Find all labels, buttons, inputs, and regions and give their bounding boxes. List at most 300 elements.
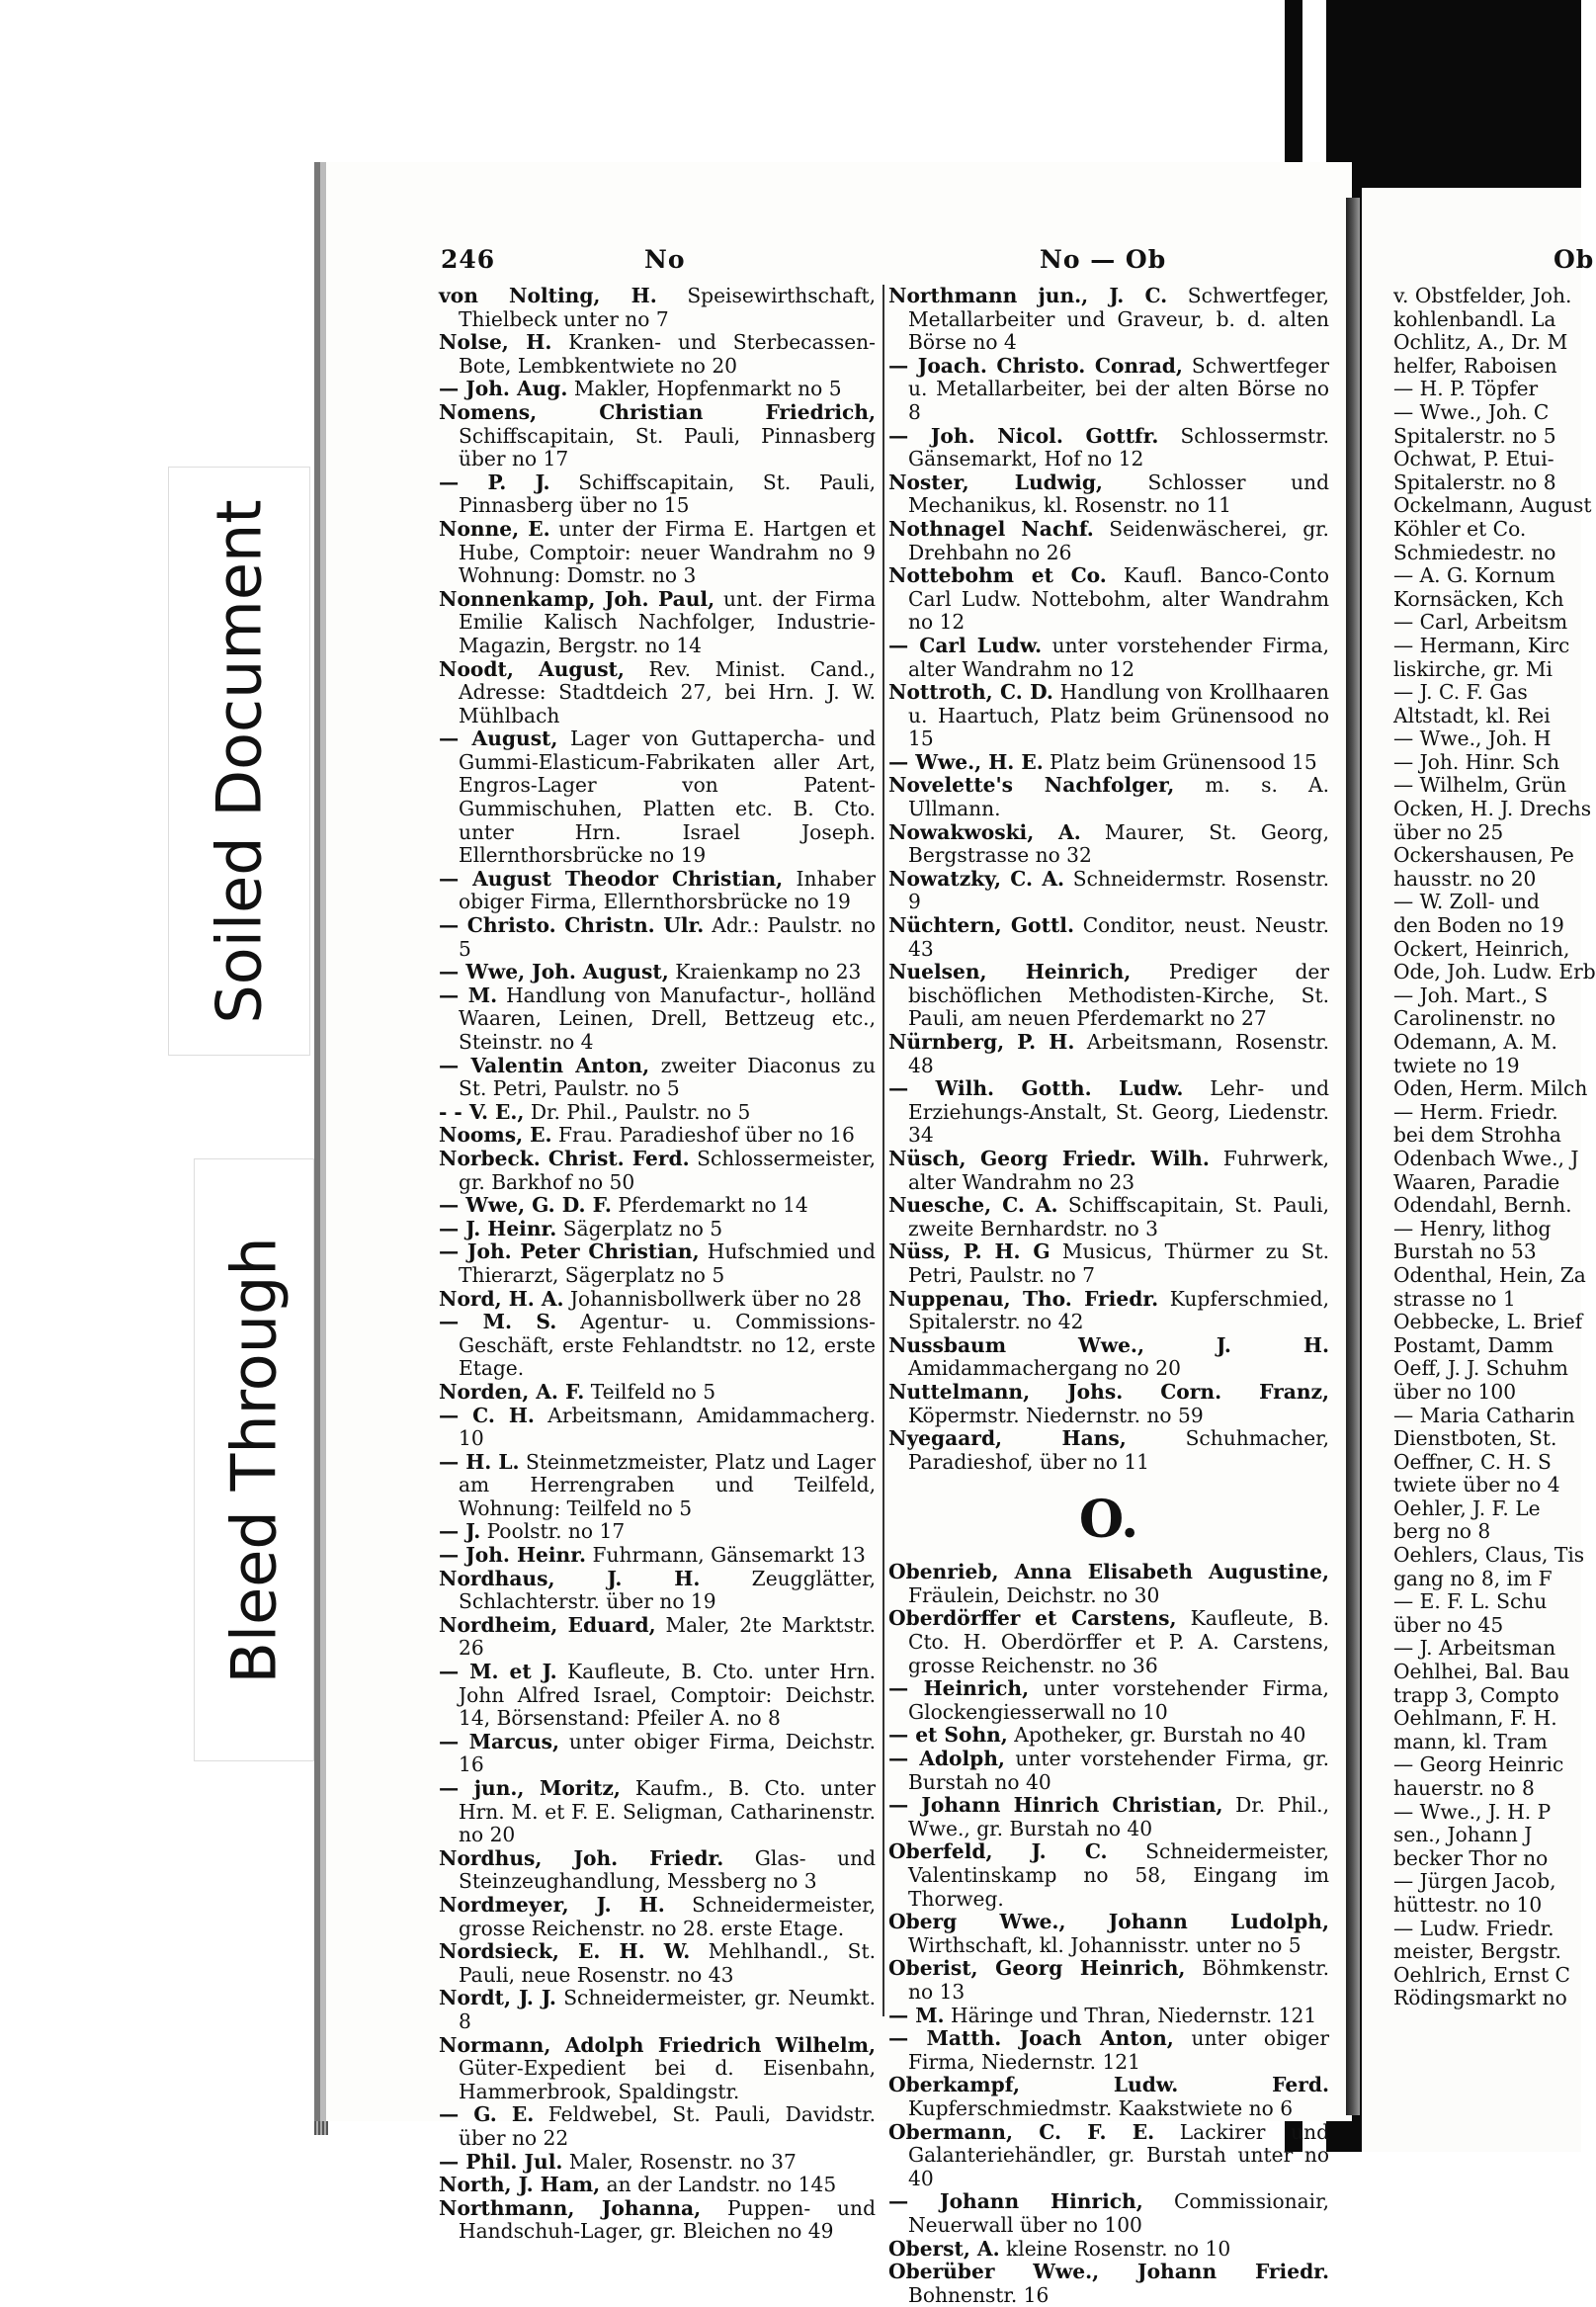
directory-entry [439, 1661, 876, 1731]
directory-entry [888, 471, 1329, 518]
entry-name: — Joh. Nicol. Gottfr. [888, 423, 1159, 448]
next-page-line: — Henry, lithog [1393, 1216, 1552, 1240]
entry-name: Nordmeyer, J. H. [439, 1892, 665, 1917]
directory-entry [439, 1940, 876, 1987]
running-head-left: No [644, 245, 686, 274]
entry-details: Platz beim Grünensood 15 [1043, 749, 1317, 774]
entry-details: kleine Rosenstr. no 10 [999, 2236, 1231, 2261]
entry-details: unter vorstehender Firma, Glockengiesserwall no 10 [908, 1676, 1329, 1724]
entry-name: Normann, Adolph Friedrich Wilhelm, [439, 2032, 876, 2057]
next-page-line: Odemann, A. M. [1393, 1030, 1557, 1054]
entry-details: Sägerplatz no 5 [556, 1216, 723, 1240]
entry-name: Nomens, Christian Friedrich, [439, 399, 876, 424]
running-head-next-page: Ob [1554, 245, 1595, 274]
entry-name: Nooms, E. [439, 1123, 552, 1148]
entry-details: Schneidermeister, Valentinskamp no 58, Eingang im Thorweg. [908, 1839, 1329, 1911]
entry-name: — Adolph, [888, 1747, 1005, 1771]
next-page-line: — Wwe., Joh. C [1393, 399, 1550, 424]
entry-name: Nonnenkamp, Joh. Paul, [439, 586, 715, 611]
directory-entry [888, 518, 1329, 564]
directory-entry [888, 1148, 1329, 1194]
entry-name: Norden, A. F. [439, 1379, 585, 1404]
entry-details: Schiffscapitain, St. Pauli, Pinnasberg über no 17 [459, 423, 876, 471]
next-page-line: Ochlitz, A., Dr. M [1393, 330, 1568, 355]
entry-details: Schuhmacher, Paradieshof, über no 11 [908, 1426, 1329, 1474]
directory-entry [888, 1240, 1329, 1287]
directory-entry [439, 1568, 876, 1614]
next-page-line: bei dem Strohha [1393, 1123, 1561, 1148]
entry-details: Arbeitsmann, Amidammacherg. 10 [459, 1403, 876, 1451]
entry-details: Rev. Minist. Cand., Adresse: Stadtdeich 27, bei Hrn. J. W. Mühlbach [459, 656, 876, 727]
directory-entry [888, 2005, 1329, 2028]
directory-entry [439, 1288, 876, 1312]
entry-name: — jun., Moritz, [439, 1776, 621, 1800]
directory-entry [888, 285, 1329, 355]
directory-entry [439, 1124, 876, 1148]
entry-details: Frau. Paradieshof über no 16 [551, 1123, 855, 1148]
section-letter: O. [1078, 1490, 1139, 1551]
next-page-line: gang no 8, im F [1393, 1566, 1553, 1590]
next-page-line: mann, kl. Tram [1393, 1729, 1548, 1753]
entry-details: m. s. A. Ullmann. [908, 773, 1329, 821]
entry-name: Obermann, C. F. E. [888, 2119, 1155, 2144]
entry-name: Nordsieck, E. H. W. [439, 1939, 691, 1964]
next-page-line: Ode, Joh. Ludw. Erb [1393, 960, 1596, 984]
next-page-line: — Ludw. Friedr. [1393, 1916, 1554, 1940]
entry-name: — G. E. [439, 2102, 535, 2127]
directory-entry [888, 914, 1329, 961]
next-page-line: Oehlmann, F. H. [1393, 1706, 1557, 1731]
directory-entry [439, 1405, 876, 1451]
entry-name: — et Sohn, [888, 1723, 1008, 1748]
next-page-line: — H. P. Töpfer [1393, 377, 1539, 401]
entry-details: Puppen- und Handschuh-Lager, gr. Bleichen no 49 [459, 2195, 876, 2244]
entry-details: Johannisbollwerk über no 28 [563, 1286, 862, 1311]
entry-details: Agentur- u. Commissions-Geschäft, erste Fehlandtstr. no 12, erste Etage. [459, 1310, 876, 1381]
directory-entry [439, 1520, 876, 1544]
entry-details: Seidenwäscherei, gr. Drehbahn no 26 [908, 516, 1329, 564]
entry-details: Güter-Expedient bei d. Eisenbahn, Hammerbrook, Spaldingstr. [459, 2056, 876, 2103]
entry-name: — M. [439, 983, 498, 1007]
entry-details: Böhmkenstr. no 13 [908, 1956, 1329, 2004]
next-page-line: Waaren, Paradie [1393, 1169, 1560, 1194]
next-page-line: hüttestr. no 10 [1393, 1892, 1543, 1917]
entry-details: Poolstr. no 17 [480, 1519, 626, 1544]
next-page-line: Oehlers, Claus, Tis [1393, 1543, 1585, 1568]
bleed-through-label [194, 1158, 314, 1761]
directory-entry [439, 1311, 876, 1381]
next-page-line: Altstadt, kl. Rei [1393, 703, 1551, 727]
entry-name: Nuttelmann, Johs. Corn. Franz, [888, 1379, 1329, 1404]
entry-details: Inhaber obiger Firma, Ellernthorsbrücke no 19 [459, 866, 877, 914]
entry-name: Northmann jun., J. C. [888, 284, 1168, 307]
entry-details: unter obiger Firma, Deichstr. 16 [459, 1729, 876, 1777]
entry-details: unter vorstehender Firma, gr. Burstah no 40 [908, 1747, 1329, 1794]
directory-entry [439, 1451, 876, 1521]
next-page-line: — Georg Heinric [1393, 1752, 1564, 1777]
entry-details: Fräulein, Deichstr. no 30 [908, 1582, 1160, 1607]
next-page-line: trapp 3, Compto [1393, 1682, 1559, 1707]
entry-name: — Wwe, G. D. F. [439, 1193, 612, 1218]
entry-name: Nordt, J. J. [439, 1986, 556, 2010]
entry-details: Steinmetzmeister, Platz und Lager am Herrengraben und Teilfeld, Wohnung: Teilfeld no 5 [459, 1449, 876, 1520]
directory-entry [888, 2190, 1329, 2237]
directory-entry [888, 2074, 1329, 2120]
entry-name: Nuesche, C. A. [888, 1193, 1058, 1218]
directory-entry [888, 355, 1329, 425]
directory-entry [439, 914, 876, 961]
entry-name: Nottroth, C. D. [888, 680, 1053, 705]
next-page-line: Odendahl, Bernh. [1393, 1193, 1572, 1218]
entry-details: Conditor, neust. Neustr. 43 [908, 913, 1329, 961]
directory-entry [439, 868, 876, 914]
entry-details: Zeugglätter, Schlachterstr. über no 19 [459, 1566, 876, 1614]
entry-details: Glas- und Steinzeughandlung, Messberg no 3 [459, 1845, 876, 1894]
directory-entry [439, 471, 876, 518]
directory-entry [439, 2151, 876, 2175]
entry-details: Schiffscapitain, St. Pauli, Pinnasberg über no 15 [459, 470, 876, 518]
entry-details: Schlossermeister, gr. Barkhof no 50 [459, 1146, 877, 1194]
page-number: 246 [441, 245, 496, 274]
entry-details: Kranken- und Sterbecassen-Bote, Lembkentwiete no 20 [459, 330, 876, 378]
directory-entry [439, 1731, 876, 1777]
next-page-column [1393, 284, 1596, 2010]
entry-name: Nürnberg, P. H. [888, 1030, 1075, 1054]
directory-entries-no [888, 285, 1329, 1474]
entry-details: Feldwebel, St. Pauli, Davidstr. über no 22 [459, 2102, 876, 2150]
entry-name: — M. S. [439, 1310, 557, 1334]
next-page-line: Postamt, Damm [1393, 1332, 1554, 1357]
entry-details: unt. der Firma Emilie Kalisch Nachfolger, Industrie-Magazin, Bergstr. no 14 [459, 586, 876, 657]
directory-entry [439, 1987, 876, 2033]
entry-name: — C. H. [439, 1403, 535, 1427]
directory-entry [439, 961, 876, 984]
next-page-line: — E. F. L. Schu [1393, 1589, 1548, 1614]
entry-name: — Matth. Joach Anton, [888, 2026, 1174, 2051]
entry-details: zweiter Diaconus zu St. Petri, Paulstr. no 5 [459, 1053, 876, 1101]
entry-name: — P. J. [439, 470, 550, 494]
entry-details: Kaufleute, B. Cto. unter Hrn. John Alfred Israel, Comptoir: Deichstr. 14, Börsenstand: Pfeiler A. no 8 [459, 1660, 876, 1731]
entry-name: — Johann Hinrich Christian, [888, 1793, 1223, 1818]
next-page-line: Carolinenstr. no [1393, 1006, 1556, 1031]
entry-name: — Carl Ludw. [888, 633, 1043, 657]
next-page-line: — A. G. Kornum [1393, 563, 1555, 588]
directory-entry [888, 1607, 1329, 1677]
next-page-line: twiete no 19 [1393, 1053, 1520, 1077]
entry-name: Oberüber Wwe., Johann Friedr. [888, 2260, 1329, 2284]
entry-details: Apotheker, gr. Burstah no 40 [1007, 1723, 1306, 1748]
directory-entry [888, 1381, 1329, 1427]
entry-details: Wirthschaft, kl. Johannisstr. unter no 5 [908, 1932, 1302, 1957]
entry-details: Schneidermstr. Rosenstr. 9 [908, 866, 1329, 914]
next-page-line: Oehler, J. F. Le [1393, 1495, 1541, 1520]
bleed-through-text: Bleed Through [217, 1236, 291, 1684]
entry-details: Makler, Hopfenmarkt no 5 [567, 377, 842, 401]
entry-name: — Joh. Heinr. [439, 1543, 587, 1568]
entry-details: Maurer, St. Georg, Bergstrasse no 32 [908, 819, 1329, 868]
entry-details: Hufschmied und Thierarzt, Sägerplatz no 5 [459, 1239, 876, 1287]
directory-column-right [882, 284, 1330, 2307]
next-page-line: — Hermann, Kirc [1393, 633, 1570, 657]
entry-details: Häringe und Thran, Niedernstr. 121 [944, 2003, 1317, 2027]
entry-name: Nüss, P. H. G [888, 1239, 1050, 1264]
entry-name: Nuelsen, Heinrich, [888, 960, 1132, 984]
entry-details: Prediger der bischöflichen Methodisten-Kirche, St. Pauli, am neuen Pferdemarkt no 27 [908, 960, 1330, 1031]
next-page-line: Oeffner, C. H. S [1393, 1449, 1552, 1474]
entry-name: Novelette's Nachfolger, [888, 773, 1175, 798]
entry-name: North, J. Ham, [439, 2173, 601, 2197]
entry-details: Fuhrmann, Gänsemarkt 13 [586, 1543, 866, 1568]
entry-details: Lager von Guttapercha- und Gummi-Elasticum-Fabrikaten aller Art, Engros-Lager von Patent-Gummischuhen, Platten etc. B. Cto. unter Hrn. Israel Joseph. Ellernthorsbrücke no 19 [459, 726, 876, 868]
entry-name: — Marcus, [439, 1729, 560, 1753]
directory-entry [888, 1957, 1329, 2004]
entry-name: Oberst, A. [888, 2236, 1000, 2261]
directory-entry [439, 727, 876, 868]
directory-entry [439, 1777, 876, 1847]
entry-details: Speisewirthschaft, Thielbeck unter no 7 [459, 284, 876, 331]
directory-entry [888, 635, 1329, 681]
next-page-line: hauerstr. no 8 [1393, 1776, 1535, 1800]
entry-name: Norbeck. Christ. Ferd. [439, 1146, 690, 1170]
entry-name: Nothnagel Nachf. [888, 516, 1094, 541]
entry-details: Lehr- und Erziehungs-Anstalt, St. Georg, Liedenstr. 34 [908, 1076, 1329, 1148]
entry-name: — J. [439, 1519, 481, 1544]
next-page-line: Oeff, J. J. Schuhm [1393, 1356, 1568, 1381]
directory-entry [888, 2238, 1329, 2262]
entry-name: von Nolting, H. [439, 284, 657, 307]
next-page-line: meister, Bergstr. [1393, 1939, 1561, 1964]
directory-entry [888, 774, 1329, 820]
entry-name: Nowatzky, C. A. [888, 866, 1065, 891]
next-page-line: — W. Zoll- und [1393, 890, 1540, 914]
next-page-line: — J. Arbeitsman [1393, 1636, 1556, 1661]
directory-entry [439, 2034, 876, 2104]
entry-details: Teilfeld no 5 [584, 1379, 716, 1404]
next-page-line: Spitalerstr. no 5 [1393, 423, 1556, 448]
next-page-line: sen., Johann J [1393, 1823, 1533, 1847]
entry-name: Nussbaum Wwe., J. H. [888, 1332, 1329, 1357]
soiled-document-label [168, 467, 310, 1056]
next-page-line: Spitalerstr. no 8 [1393, 470, 1556, 494]
directory-entry [888, 961, 1329, 1031]
entry-details: Commissionair, Neuerwall über no 100 [908, 2189, 1329, 2237]
entry-details: an der Landstr. no 145 [600, 2173, 837, 2197]
directory-entry [888, 1724, 1329, 1748]
directory-entry [439, 401, 876, 471]
next-page-line: Oehlhei, Bal. Bau [1393, 1660, 1570, 1684]
entry-name: — J. Heinr. [439, 1216, 557, 1240]
next-page-line: kohlenbandl. La [1393, 306, 1556, 331]
entry-details: Bohnenstr. 16 [908, 2282, 1050, 2307]
next-page-line: — Wwe., J. H. P [1393, 1799, 1552, 1824]
entry-name: — Wwe., H. E. [888, 749, 1044, 774]
entry-name: Obenrieb, Anna Elisabeth Augustine, [888, 1560, 1329, 1584]
directory-entry [439, 1055, 876, 1101]
entry-details: unter der Firma E. Hartgen et Hube, Comptoir: neuer Wandrahm no 9 Wohnung: Domstr. no 3 [459, 516, 876, 588]
directory-entry [888, 1794, 1329, 1840]
directory-entry [888, 2027, 1329, 2074]
next-page-line: Odenthal, Hein, Za [1393, 1262, 1586, 1287]
next-page-line: — Wilhelm, Grün [1393, 773, 1567, 798]
entry-details: Schneidermeister, grosse Reichenstr. no 28. erste Etage. [459, 1892, 877, 1940]
next-page-line: über no 100 [1393, 1379, 1517, 1404]
entry-name: Noodt, August, [439, 656, 625, 681]
directory-entry [888, 1031, 1329, 1077]
entry-details: Kupferschmied, Spitalerstr. no 42 [908, 1286, 1329, 1334]
entry-name: Nüchtern, Gottl. [888, 913, 1074, 938]
entry-name: Nonne, E. [439, 516, 550, 541]
next-page-line: — Jürgen Jacob, [1393, 1869, 1556, 1894]
directory-entry [888, 1561, 1329, 1607]
directory-entry [439, 1101, 876, 1125]
entry-details: Schwertfeger, Metallarbeiter und Graveur, b. d. alten Börse no 4 [908, 284, 1330, 355]
entry-name: — Christo. Christn. Ulr. [439, 913, 705, 938]
entry-details: Maler, Rosenstr. no 37 [562, 2149, 797, 2174]
entry-name: Northmann, Johanna, [439, 2195, 702, 2220]
directory-entry [888, 1911, 1329, 1957]
directory-entry [888, 2121, 1329, 2191]
entry-name: — Wilh. Gotth. Ludw. [888, 1076, 1184, 1101]
directory-entry [888, 564, 1329, 635]
directory-entry [888, 751, 1329, 775]
entry-name: Nottebohm et Co. [888, 563, 1107, 588]
soiled-document-text: Soiled Document [203, 498, 276, 1024]
entry-details: Kaufm., B. Cto. unter Hrn. M. et F. E. Seligman, Catharinenstr. no 20 [459, 1776, 876, 1847]
next-page-line: über no 45 [1393, 1612, 1504, 1637]
entry-name: — Phil. Jul. [439, 2149, 563, 2174]
directory-entry [439, 1218, 876, 1241]
next-page-line: Odenbach Wwe., J [1393, 1146, 1579, 1170]
directory-entry [439, 331, 876, 378]
next-page-line: — Joh. Hinr. Sch [1393, 749, 1560, 774]
directory-entry [439, 1544, 876, 1568]
entry-name: Oberfeld, J. C. [888, 1839, 1108, 1864]
next-page-line: Rödingsmarkt no [1393, 1986, 1567, 2010]
directory-entry [888, 821, 1329, 868]
next-page-line: Ockert, Heinrich, [1393, 936, 1570, 961]
running-head-right: No — Ob [1040, 245, 1167, 274]
entry-name: — Heinrich, [888, 1676, 1030, 1701]
entry-name: Nordhaus, J. H. [439, 1566, 701, 1590]
entry-name: — August Theodor Christian, [439, 866, 784, 891]
entry-details: Fuhrwerk, alter Wandrahm no 23 [908, 1146, 1329, 1194]
next-page-line: Ocken, H. J. Drechs [1393, 797, 1592, 821]
directory-entry [439, 1148, 876, 1194]
entry-details: Schlossermstr. Gänsemarkt, Hof no 12 [908, 423, 1329, 471]
directory-entry [888, 2261, 1329, 2307]
directory-entry [439, 1240, 876, 1287]
entry-details: Arbeitsmann, Rosenstr. 48 [908, 1030, 1329, 1077]
directory-column-left [439, 285, 876, 2244]
entry-name: Nyegaard, Hans, [888, 1426, 1127, 1451]
next-page-line: Ockelmann, August [1393, 493, 1592, 518]
directory-entry [888, 868, 1329, 914]
entry-details: Köpermstr. Niedernstr. no 59 [908, 1403, 1204, 1427]
next-page-line: berg no 8 [1393, 1519, 1491, 1544]
next-page-line: — Herm. Friedr. [1393, 1099, 1558, 1124]
entry-details: Schneidermeister, gr. Neumkt. 8 [459, 1986, 876, 2033]
directory-entry [439, 2197, 876, 2244]
next-page-line: becker Thor no [1393, 1845, 1549, 1870]
entry-details: Handlung von Manufactur-, holländ Waaren, Leinen, Drell, Bettzeug etc., Steinstr. no 4 [459, 983, 876, 1054]
entry-details: Schiffscapitain, St. Pauli, zweite Bernhardstr. no 3 [908, 1193, 1329, 1240]
next-page-line: strasse no 1 [1393, 1286, 1516, 1311]
entry-details: Lackirer und Galanteriehändler, gr. Burstah unter no 40 [908, 2119, 1329, 2190]
entry-details: Adr.: Paulstr. no 5 [459, 913, 876, 961]
entry-details: Kraienkamp no 23 [668, 960, 862, 984]
directory-entry [439, 285, 876, 331]
directory-entry [439, 588, 876, 658]
next-page-line: Ockershausen, Pe [1393, 843, 1574, 868]
entry-name: — Joach. Christo. Conrad, [888, 353, 1183, 378]
entry-name: Noster, Ludwig, [888, 470, 1103, 494]
directory-entry [439, 1847, 876, 1894]
entry-name: — Johann Hinrich, [888, 2189, 1143, 2214]
next-page-line: den Boden no 19 [1393, 913, 1564, 938]
entry-name: Nuppenau, Tho. Friedr. [888, 1286, 1159, 1311]
entry-name: Nordhus, Joh. Friedr. [439, 1845, 724, 1870]
entry-details: Kaufleute, B. Cto. H. Oberdörffer et P. A. Carstens, grosse Reichenstr. no 36 [908, 1606, 1329, 1677]
entry-name: — M. [888, 2003, 945, 2027]
entry-details: unter vorstehender Firma, alter Wandrahm no 12 [908, 633, 1329, 681]
directory-entry [888, 1288, 1329, 1334]
next-page-line: — Wwe., Joh. H [1393, 726, 1552, 751]
next-page-line: Ochwat, P. Etui- [1393, 447, 1554, 471]
entry-name: — August, [439, 726, 558, 751]
directory-entry [888, 425, 1329, 471]
directory-entry [439, 984, 876, 1055]
entry-name: Oberg Wwe., Johann Ludolph, [888, 1910, 1329, 1934]
entry-details: Schwertfeger u. Metallarbeiter, bei der alten Börse no 8 [908, 353, 1329, 424]
entry-name: — Joh. Peter Christian, [439, 1239, 700, 1264]
entry-name: Nord, H. A. [439, 1286, 564, 1311]
next-page-line: Kornsäcken, Kch [1393, 586, 1564, 611]
directory-entry [888, 1840, 1329, 1911]
directory-entry [888, 681, 1329, 751]
next-page-line: — Maria Catharin [1393, 1403, 1575, 1427]
next-page-line: v. Obstfelder, Joh. [1393, 284, 1572, 307]
directory-entries-ob [888, 1561, 1329, 2307]
entry-details: Pferdemarkt no 14 [611, 1193, 808, 1218]
entry-details: Dr. Phil., Wwe., gr. Burstah no 40 [908, 1793, 1329, 1840]
entry-details: Maler, 2te Marktstr. 26 [459, 1612, 876, 1661]
entry-details: Mehlhandl., St. Pauli, neue Rosenstr. no 43 [459, 1939, 876, 1987]
entry-details: Musicus, Thürmer zu St. Petri, Paulstr. no 7 [908, 1239, 1329, 1287]
entry-name: Oberkampf, Ludw. Ferd. [888, 2073, 1329, 2097]
directory-entry [439, 1614, 876, 1661]
next-page-line: twiete über no 4 [1393, 1473, 1560, 1497]
directory-entry [888, 1194, 1329, 1240]
directory-entry [439, 378, 876, 401]
next-page-line: — Carl, Arbeitsm [1393, 610, 1568, 635]
directory-entry [888, 1677, 1329, 1724]
entry-details: Kupferschmiedmstr. Kaakstwiete no 6 [908, 2095, 1294, 2120]
entry-name: — Valentin Anton, [439, 1053, 650, 1077]
directory-entry [888, 1077, 1329, 1148]
entry-name: - - V. E., [439, 1099, 525, 1124]
next-page-line: über no 25 [1393, 819, 1504, 844]
directory-entry [439, 658, 876, 728]
next-page-line: liskirche, gr. Mi [1393, 656, 1554, 681]
entry-details: Handlung von Krollhaaren u. Haartuch, Platz beim Grünensood no 15 [908, 680, 1330, 751]
directory-entry [439, 1381, 876, 1405]
book-gutter [1346, 198, 1360, 2115]
entry-details: Amidammachergang no 20 [908, 1356, 1181, 1381]
entry-name: — Wwe, Joh. August, [439, 960, 669, 984]
directory-entry [888, 1427, 1329, 1474]
next-page-line: Burstah no 53 [1393, 1239, 1537, 1264]
entry-details: Schlosser und Mechanikus, kl. Rosenstr. no 11 [908, 470, 1330, 518]
